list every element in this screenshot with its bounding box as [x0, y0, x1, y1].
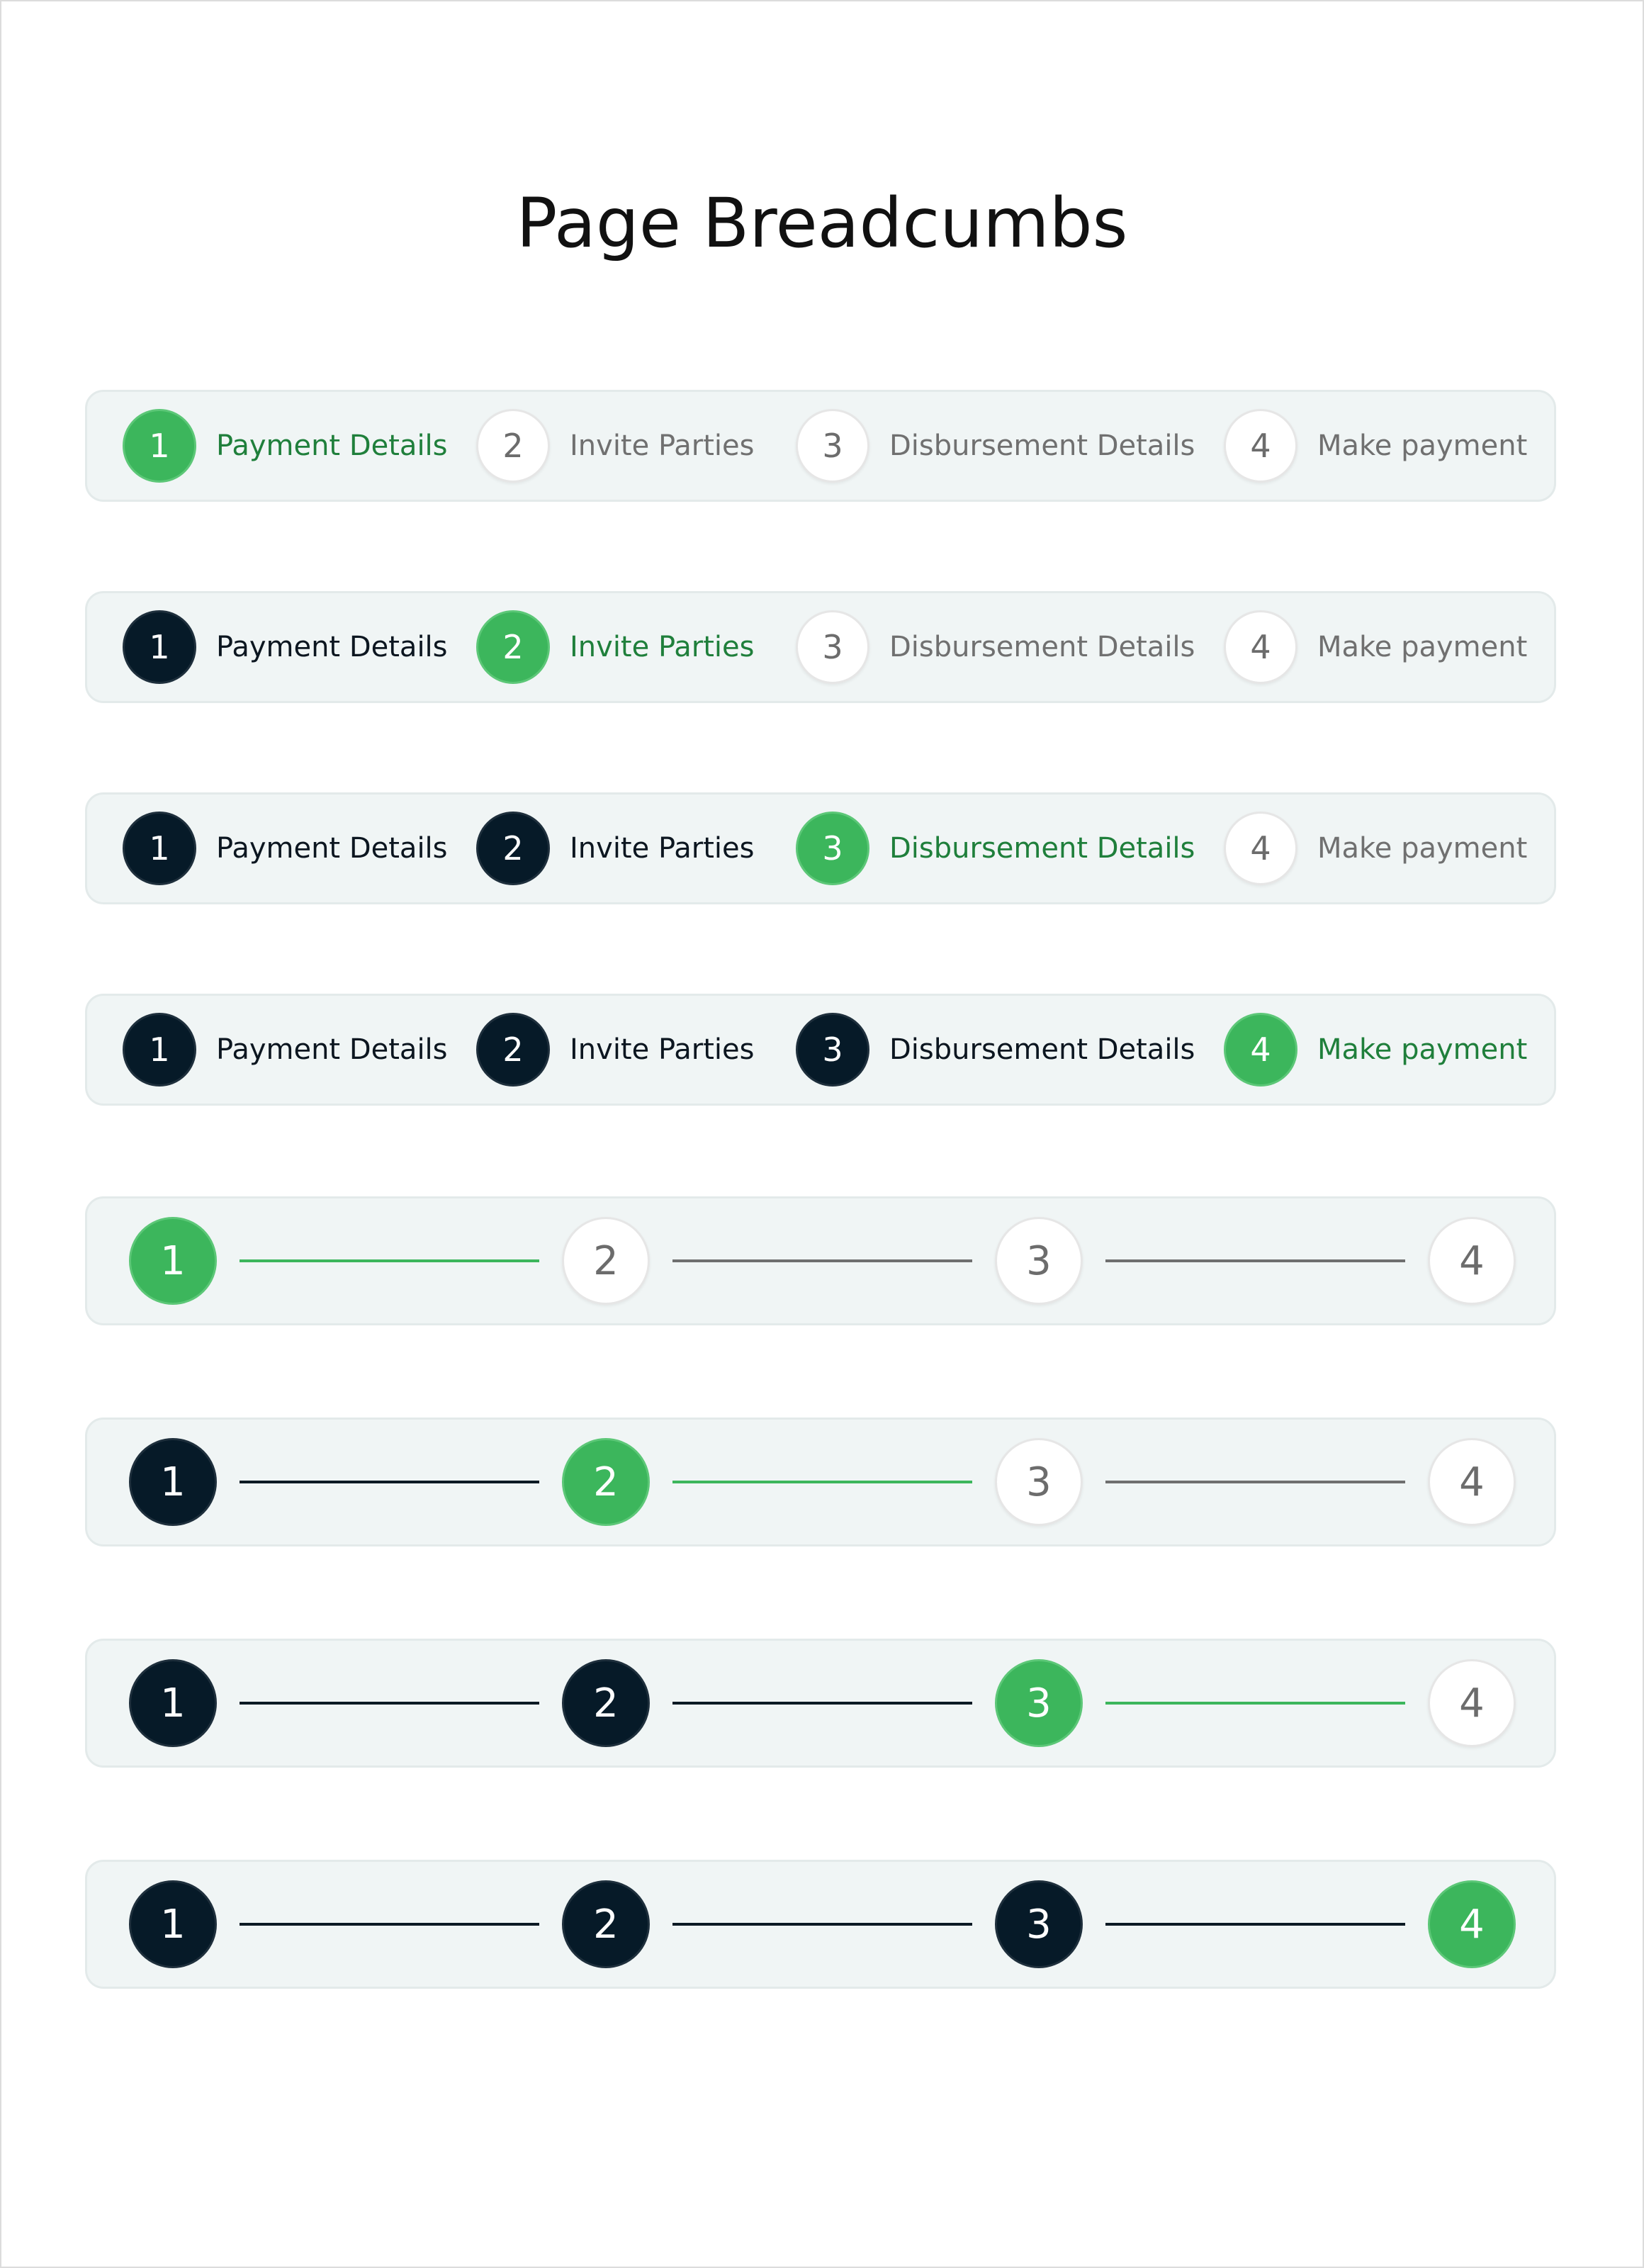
- step-connector-line: [672, 1481, 972, 1483]
- step-connector-line: [672, 1259, 972, 1262]
- breadcrumb-step-2[interactable]: [476, 610, 754, 684]
- step-label: Invite Parties: [570, 631, 755, 663]
- breadcrumb-step-4[interactable]: [1224, 610, 1527, 684]
- step-number-badge: 2: [476, 1013, 550, 1087]
- breadcrumb-step-4[interactable]: [1224, 409, 1527, 483]
- breadcrumb-step-3[interactable]: [796, 1013, 1195, 1087]
- step-number-badge: 3: [796, 812, 869, 885]
- breadcrumb-step-3[interactable]: [796, 610, 1195, 684]
- step-label: Make payment: [1317, 631, 1528, 663]
- breadcrumb-step-3[interactable]: [796, 812, 1195, 885]
- breadcrumb-step-2[interactable]: [476, 812, 754, 885]
- step-connector-line: [240, 1702, 539, 1705]
- step-connector-line: [1105, 1481, 1405, 1483]
- step-label: Payment Details: [216, 430, 448, 462]
- step-number-badge-3[interactable]: 3: [995, 1659, 1083, 1747]
- step-number-badge: 4: [1224, 812, 1297, 885]
- step-connector-line: [672, 1923, 972, 1926]
- step-label: Invite Parties: [570, 832, 755, 865]
- step-number-badge-4[interactable]: 4: [1428, 1438, 1516, 1526]
- breadcrumb-step-1[interactable]: [123, 1013, 448, 1087]
- step-number-badge-1[interactable]: 1: [129, 1659, 217, 1747]
- breadcrumb-step-4[interactable]: [1224, 812, 1527, 885]
- step-label: Disbursement Details: [889, 1033, 1195, 1066]
- breadcrumb-step-1[interactable]: [123, 610, 448, 684]
- step-number-badge-4[interactable]: 4: [1428, 1880, 1516, 1968]
- breadcrumb-step-1[interactable]: [123, 409, 448, 483]
- step-number-badge: 1: [123, 610, 196, 684]
- breadcrumb-progress-4: [85, 1860, 1556, 1989]
- step-connector-line: [1105, 1923, 1405, 1926]
- step-number-badge: 4: [1224, 610, 1297, 684]
- breadcrumb-step-1[interactable]: [123, 812, 448, 885]
- step-number-badge: 2: [476, 812, 550, 885]
- step-number-badge: 1: [123, 812, 196, 885]
- step-number-badge: 2: [476, 409, 550, 483]
- step-label: Payment Details: [216, 832, 448, 865]
- step-number-badge-3[interactable]: 3: [995, 1217, 1083, 1305]
- breadcrumb-step-3[interactable]: [796, 409, 1195, 483]
- step-label: Payment Details: [216, 631, 448, 663]
- step-label: Disbursement Details: [889, 430, 1195, 462]
- step-number-badge-2[interactable]: 2: [562, 1659, 650, 1747]
- step-number-badge: 3: [796, 1013, 869, 1087]
- step-number-badge: 4: [1224, 409, 1297, 483]
- step-label: Make payment: [1317, 1033, 1528, 1066]
- step-connector-line: [240, 1923, 539, 1926]
- step-number-badge-1[interactable]: 1: [129, 1880, 217, 1968]
- breadcrumb-progress-2: [85, 1418, 1556, 1546]
- breadcrumb-labeled-1: [85, 390, 1556, 502]
- step-number-badge: 3: [796, 409, 869, 483]
- step-number-badge-2[interactable]: 2: [562, 1438, 650, 1526]
- breadcrumb-step-2[interactable]: [476, 1013, 754, 1087]
- breadcrumb-progress-1: [85, 1196, 1556, 1325]
- step-number-badge: 3: [796, 610, 869, 684]
- step-number-badge-4[interactable]: 4: [1428, 1659, 1516, 1747]
- step-number-badge-4[interactable]: 4: [1428, 1217, 1516, 1305]
- breadcrumb-labeled-3: [85, 792, 1556, 904]
- step-number-badge-1[interactable]: 1: [129, 1438, 217, 1526]
- step-number-badge: 4: [1224, 1013, 1297, 1087]
- step-label: Make payment: [1317, 430, 1528, 462]
- step-connector-line: [240, 1259, 539, 1262]
- step-connector-line: [1105, 1259, 1405, 1262]
- breadcrumb-step-2[interactable]: [476, 409, 754, 483]
- step-number-badge-2[interactable]: 2: [562, 1880, 650, 1968]
- page-title: Page Breadcumbs: [516, 184, 1128, 264]
- breadcrumb-labeled-4: [85, 994, 1556, 1106]
- step-number-badge-3[interactable]: 3: [995, 1438, 1083, 1526]
- step-label: Invite Parties: [570, 430, 755, 462]
- step-label: Disbursement Details: [889, 832, 1195, 865]
- step-connector-line: [1105, 1702, 1405, 1705]
- step-connector-line: [672, 1702, 972, 1705]
- step-label: Payment Details: [216, 1033, 448, 1066]
- step-number-badge: 1: [123, 409, 196, 483]
- breadcrumb-progress-3: [85, 1639, 1556, 1768]
- step-label: Disbursement Details: [889, 631, 1195, 663]
- step-number-badge-1[interactable]: 1: [129, 1217, 217, 1305]
- step-number-badge-2[interactable]: 2: [562, 1217, 650, 1305]
- step-number-badge-3[interactable]: 3: [995, 1880, 1083, 1968]
- step-connector-line: [240, 1481, 539, 1483]
- step-number-badge: 1: [123, 1013, 196, 1087]
- breadcrumb-labeled-2: [85, 591, 1556, 703]
- step-number-badge: 2: [476, 610, 550, 684]
- step-label: Invite Parties: [570, 1033, 755, 1066]
- breadcrumb-step-4[interactable]: [1224, 1013, 1527, 1087]
- step-label: Make payment: [1317, 832, 1528, 865]
